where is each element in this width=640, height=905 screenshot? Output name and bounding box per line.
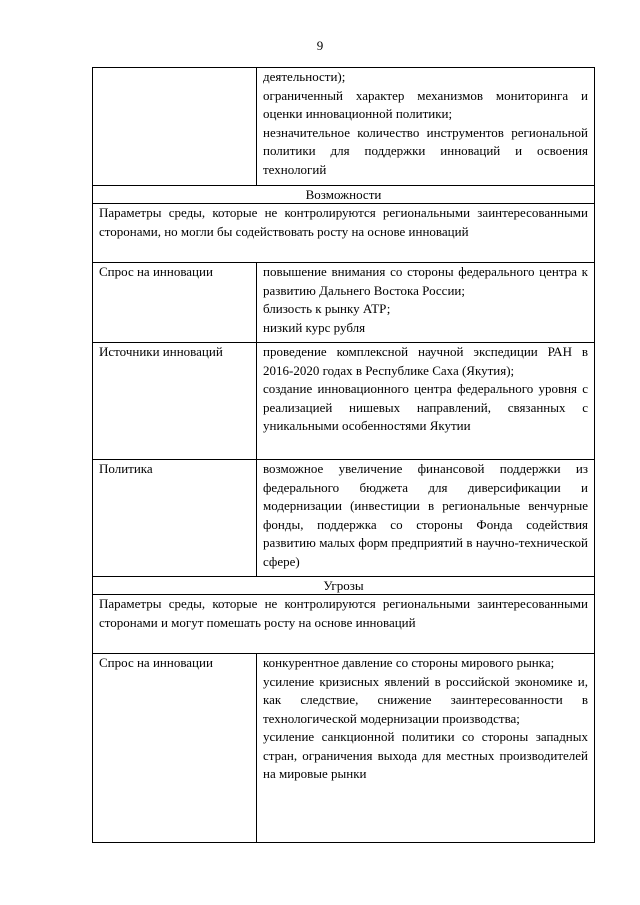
list-item: создание инновационного центра федерального уровня с реализацией нишевых направлений, связанных с уникальными особенностями Якутии (263, 381, 588, 433)
opportunities-description: Параметры среды, которые не контролируются региональными заинтересованными сторонами, но могли бы содействовать росту на основе инноваций (93, 204, 595, 263)
list-item: проведение комплексной научной экспедиции РАН в 2016-2020 годах в Республике Саха (Якутия); (263, 344, 588, 378)
content-cell (257, 68, 595, 186)
list-item: незначительное количество инструментов региональной политики для поддержки инноваций и освоения технологий (263, 124, 588, 177)
table-row (93, 68, 595, 186)
content-cell (257, 460, 595, 577)
swot-table (92, 67, 595, 843)
list-item: низкий курс рубля (263, 319, 366, 335)
category-cell: Источники инноваций (93, 343, 257, 460)
list-item: возможное увеличение финансовой поддержки из федерального бюджета для диверсификации и модернизации (инвестиции в региональные венчурные фонды, поддержка со стороны Фонда содействия развитию малых форм предприятий в научно-технической сфере) (263, 461, 588, 569)
category-cell: Политика (93, 460, 257, 577)
section-description-row (93, 595, 595, 654)
list-item: усиление санкционной политики со стороны западных стран, ограничения выхода для местных производителей на мировые рынки (263, 729, 588, 781)
threats-header: Угрозы (93, 577, 595, 595)
category-cell: Спрос на инновации (93, 654, 257, 843)
list-item: деятельности); (263, 69, 346, 84)
table-row (93, 654, 595, 843)
content-cell (257, 654, 595, 843)
section-header-row (93, 577, 595, 595)
list-item: повышение внимания со стороны федерального центра к развитию Дальнего Востока России; (263, 264, 588, 298)
page-number: 9 (316, 38, 324, 53)
table-row (93, 343, 595, 460)
list-item: близость к рынку АТР; (263, 301, 391, 316)
list-item: конкурентное давление со стороны мирового рынка; (263, 655, 555, 670)
category-cell (93, 68, 257, 186)
content-cell (257, 343, 595, 460)
content-cell (257, 263, 595, 343)
section-header-row (93, 186, 595, 204)
threats-description: Параметры среды, которые не контролируются региональными заинтересованными сторонами и могут помешать росту на основе инноваций (93, 595, 595, 654)
section-description-row (93, 204, 595, 263)
list-item: ограниченный характер механизмов мониторинга и оценки инновационной политики; (263, 87, 588, 121)
opportunities-header: Возможности (93, 186, 595, 204)
category-cell: Спрос на инновации (93, 263, 257, 343)
list-item: усиление кризисных явлений в российской экономике и, как следствие, снижение заинтересованности в технологической модернизации производства; (263, 673, 588, 726)
table-row (93, 263, 595, 343)
table-row (93, 460, 595, 577)
